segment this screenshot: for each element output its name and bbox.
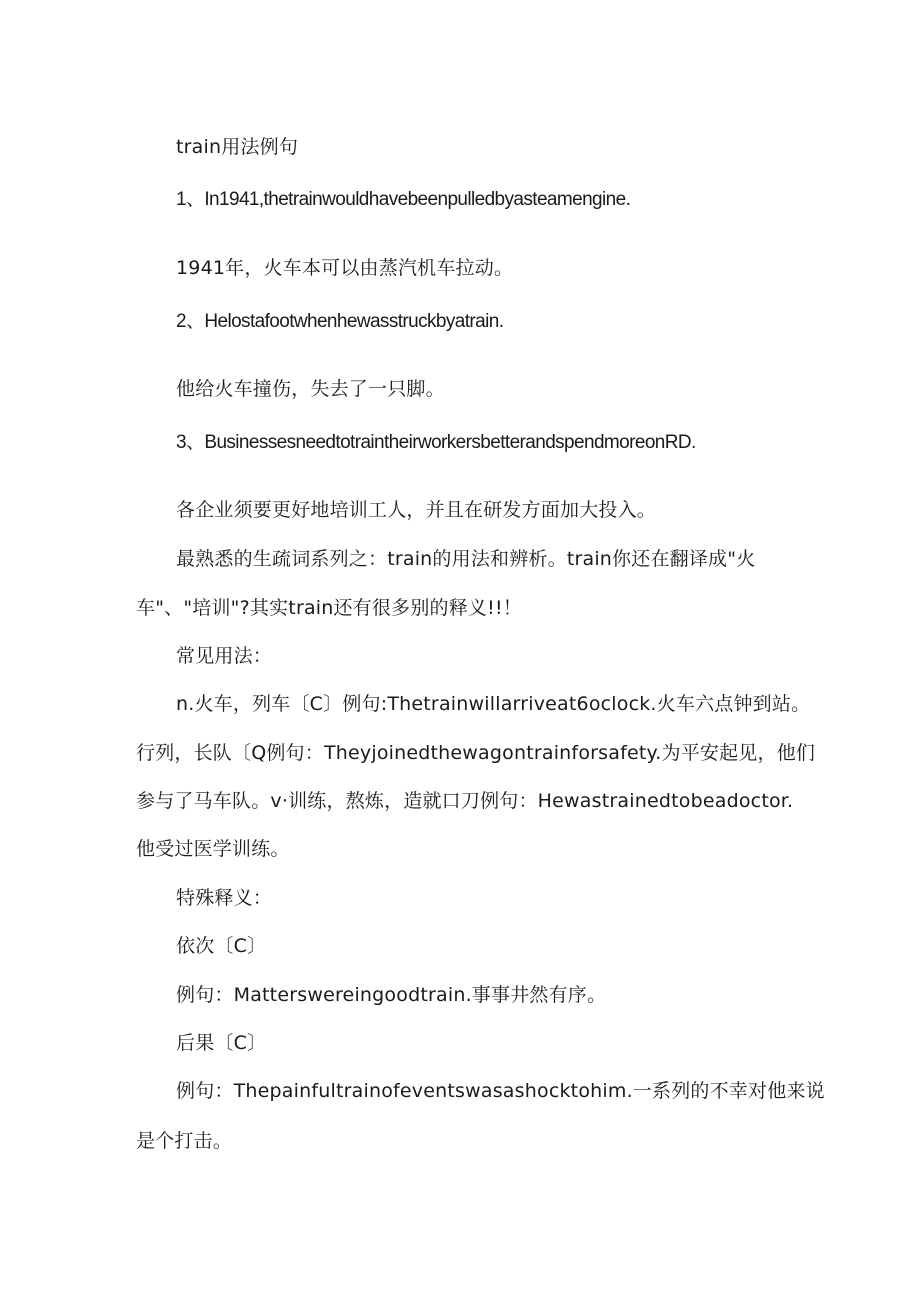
special-term-1: 依次〔C〕: [176, 935, 267, 957]
special-term-2: 后果〔C〕: [176, 1032, 267, 1054]
common-usage-line-4: 他受过医学训练。: [136, 838, 290, 860]
page-title: train用法例句: [176, 136, 299, 158]
example-2-chinese: 他给火车撞伤，失去了一只脚。: [176, 378, 445, 400]
common-usage-line-1: n.火车，列车〔C〕例句:Thetrainwillarriveat6oclock.火车六点钟到站。: [176, 693, 811, 715]
common-usage-line-2: 行列，长队〔Q例句：Theyjoinedthewagontrainforsafety.为平安起见，他们: [136, 742, 816, 764]
common-usage-line-3: 参与了马车队。v·训练，熬炼，造就口刀例句：Hewastrainedtobeadoctor.: [136, 790, 794, 812]
intro-paragraph-line-1: 最熟悉的生疏词系列之：train的用法和辨析。train你还在翻译成"火: [176, 548, 756, 570]
intro-paragraph-line-2: 车"、"培训"?其实train还有很多别的释义!!！: [136, 597, 522, 619]
common-usage-heading: 常见用法：: [176, 645, 273, 667]
example-2-english: 2、Helostafootwhenhewasstruckbyatrain.: [176, 311, 504, 332]
example-1-english: 1、In1941,thetrainwouldhavebeenpulledbyasteamengine.: [176, 189, 631, 210]
special-example-1: 例句：Matterswereingoodtrain.事事井然有序。: [176, 984, 607, 1006]
special-example-2-continued: 是个打击。: [136, 1130, 233, 1152]
special-example-2: 例句：Thepainfultrainofeventswasashocktohim.一系列的不幸对他来说: [176, 1080, 825, 1102]
example-1-chinese: 1941年，火车本可以由蒸汽机车拉动。: [176, 257, 514, 279]
special-meaning-heading: 特殊释义：: [176, 887, 273, 909]
example-3-chinese: 各企业须要更好地培训工人，并且在研发方面加大投入。: [176, 499, 657, 521]
example-3-english: 3、BusinessesneedtotraintheirworkersbetterandspendmoreonRD.: [176, 432, 696, 453]
